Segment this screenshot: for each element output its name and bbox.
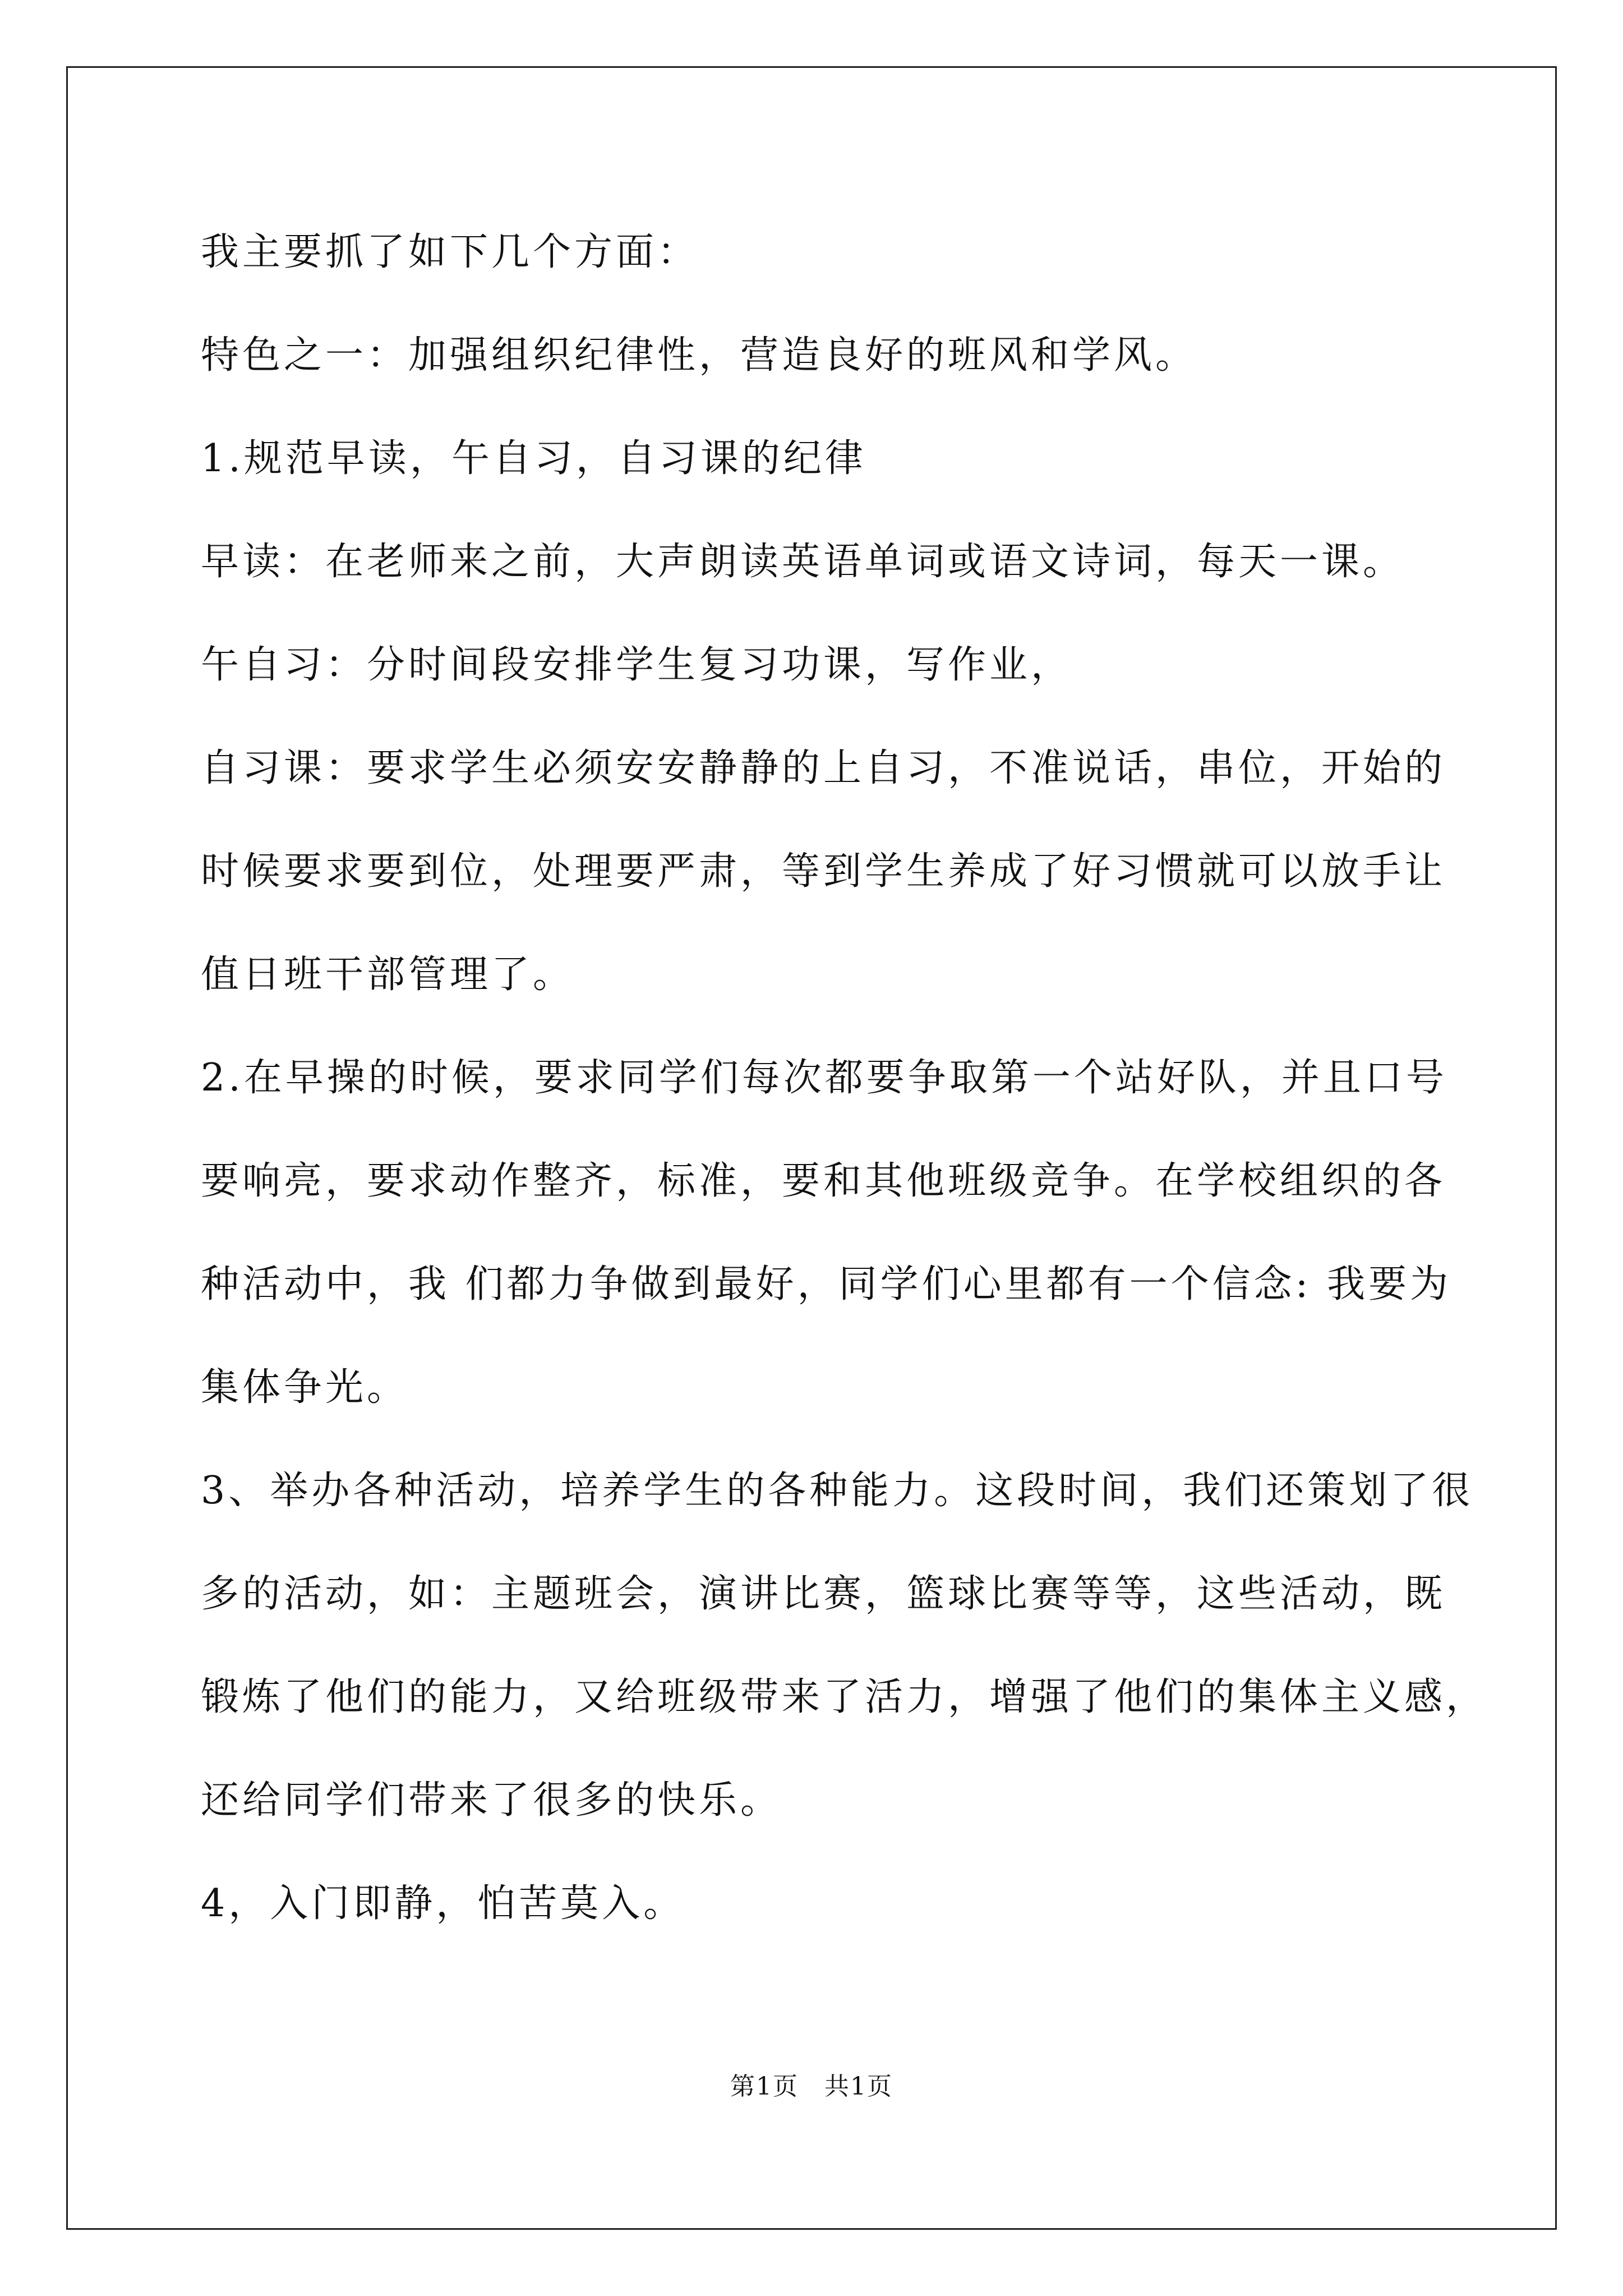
document-body xyxy=(201,224,1488,1979)
text-line: 3、举办各种活动，培养学生的各种能力。这段时间，我们还策划了很 xyxy=(201,1469,1474,1513)
text-line: 自习课：要求学生必须安安静静的上自习，不准说话，串位，开始的 xyxy=(201,746,1446,790)
text-line: 2.在早操的时候，要求同学们每次都要争取第一个站好队，并且口号 xyxy=(201,1056,1447,1100)
text-line: 锻炼了他们的能力，又给班级带来了活力，增强了他们的集体主义感， xyxy=(201,1675,1488,1719)
text-line: 集体争光。 xyxy=(201,1365,409,1410)
text-line: 我主要抓了如下几个方面： xyxy=(201,230,699,274)
text-line: 多的活动，如：主题班会，演讲比赛，篮球比赛等等，这些活动，既 xyxy=(201,1572,1446,1616)
page-number-footer: 第1页 共1页 xyxy=(730,2072,893,2101)
text-line: 4，入门即静，怕苦莫入。 xyxy=(201,1881,685,1926)
text-line: 还给同学们带来了很多的快乐。 xyxy=(201,1778,782,1823)
text-line: 特色之一：加强组织纪律性，营造良好的班风和学风。 xyxy=(201,333,1197,378)
text-line: 要响亮，要求动作整齐，标准，要和其他班级竞争。在学校组织的各 xyxy=(201,1159,1446,1203)
text-line: 值日班干部管理了。 xyxy=(201,953,575,997)
text-line: 午自习：分时间段安排学生复习功课，写作业， xyxy=(201,643,1073,687)
text-line: 时候要求要到位，处理要严肃，等到学生养成了好习惯就可以放手让 xyxy=(201,849,1446,894)
text-line: 1.规范早读，午自习，自习课的纪律 xyxy=(201,436,866,481)
text-line: 早读：在老师来之前，大声朗读英语单词或语文诗词，每天一课。 xyxy=(201,540,1405,584)
text-line: 种活动中，我 们都力争做到最好，同学们心里都有一个信念: 我要为 xyxy=(201,1262,1452,1306)
